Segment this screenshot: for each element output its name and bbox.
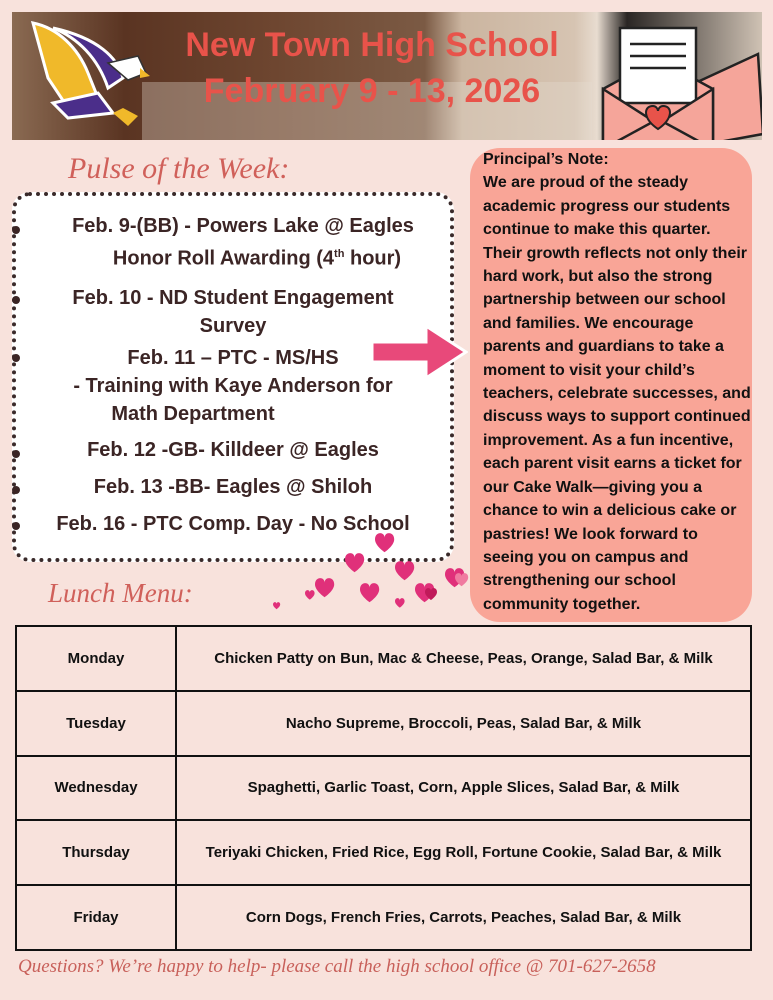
menu-cell: Chicken Patty on Bun, Mac & Cheese, Peas, Orange, Salad Bar, & Milk	[176, 626, 751, 691]
menu-cell: Teriyaki Chicken, Fried Rice, Egg Roll, Fortune Cookie, Salad Bar, & Milk	[176, 820, 751, 885]
principal-note-body: We are proud of the steady academic progress our students continue to make this quarter. Their growth reflects not only their hard work, but also the strong partnership between our school and families. We encourage parents and guardians to take a moment to visit your child’s teachers, celebrate successes, and discuss ways to support continued improvement. As a fun incentive, each parent visit earns a ticket for our Cake Walk—giving you a chance to win a delicious cake or pastries! We look forward to seeing you on campus and strengthening our school community together.	[483, 174, 751, 613]
bullet-icon	[12, 522, 20, 530]
pulse-item-line: Survey	[199, 315, 267, 337]
pulse-item-line: Feb. 10 - ND Student Engagement	[72, 287, 394, 309]
pulse-item-line	[16, 240, 450, 273]
table-row	[16, 885, 751, 950]
pulse-heading: Pulse of the Week:	[68, 152, 290, 185]
pulse-item-line: Math Department	[111, 403, 275, 425]
table-row	[16, 820, 751, 885]
footer-contact: Questions? We’re happy to help- please call the high school office @ 701-627-2658	[18, 956, 656, 977]
pulse-item-line: Feb. 11 – PTC - MS/HS	[127, 347, 339, 369]
hearts-decoration-icon	[265, 528, 485, 618]
school-name: New Town High School	[185, 26, 559, 64]
pulse-item: Feb. 12 -GB- Killdeer @ Eagles	[87, 439, 379, 461]
table-row	[16, 756, 751, 821]
principal-note	[483, 148, 751, 616]
pulse-item-line: Feb. 9-(BB) - Powers Lake @ Eagles	[72, 215, 414, 237]
arrow-right-icon	[368, 322, 468, 382]
week-dates: February 9 - 13, 2026	[203, 72, 541, 110]
header-banner	[12, 12, 762, 140]
day-cell: Thursday	[16, 820, 176, 885]
day-cell: Tuesday	[16, 691, 176, 756]
bullet-icon	[12, 354, 20, 362]
bullet-icon	[12, 296, 20, 304]
menu-cell: Corn Dogs, French Fries, Carrots, Peaches, Salad Bar, & Milk	[176, 885, 751, 950]
bullet-icon	[12, 226, 20, 234]
principal-note-title: Principal’s Note:	[483, 151, 609, 168]
lunch-heading: Lunch Menu:	[48, 578, 193, 608]
lunch-menu-table	[15, 625, 752, 951]
pulse-item-line: - Training with Kaye Anderson for	[73, 375, 393, 397]
menu-cell: Spaghetti, Garlic Toast, Corn, Apple Slices, Salad Bar, & Milk	[176, 756, 751, 821]
superscript: th	[334, 248, 345, 260]
pulse-item: Feb. 16 - PTC Comp. Day - No School	[56, 513, 410, 535]
pulse-item: Feb. 13 -BB- Eagles @ Shiloh	[93, 476, 373, 498]
pulse-item	[16, 212, 450, 273]
day-cell: Monday	[16, 626, 176, 691]
text: Honor Roll Awarding (4	[112, 247, 335, 270]
envelope-icon	[598, 24, 762, 140]
day-cell: Friday	[16, 885, 176, 950]
bullet-icon	[12, 486, 20, 494]
bullet-icon	[12, 450, 20, 458]
table-row	[16, 691, 751, 756]
table-row	[16, 626, 751, 691]
day-cell: Wednesday	[16, 756, 176, 821]
menu-cell: Nacho Supreme, Broccoli, Peas, Salad Bar, & Milk	[176, 691, 751, 756]
text: hour)	[344, 247, 402, 270]
